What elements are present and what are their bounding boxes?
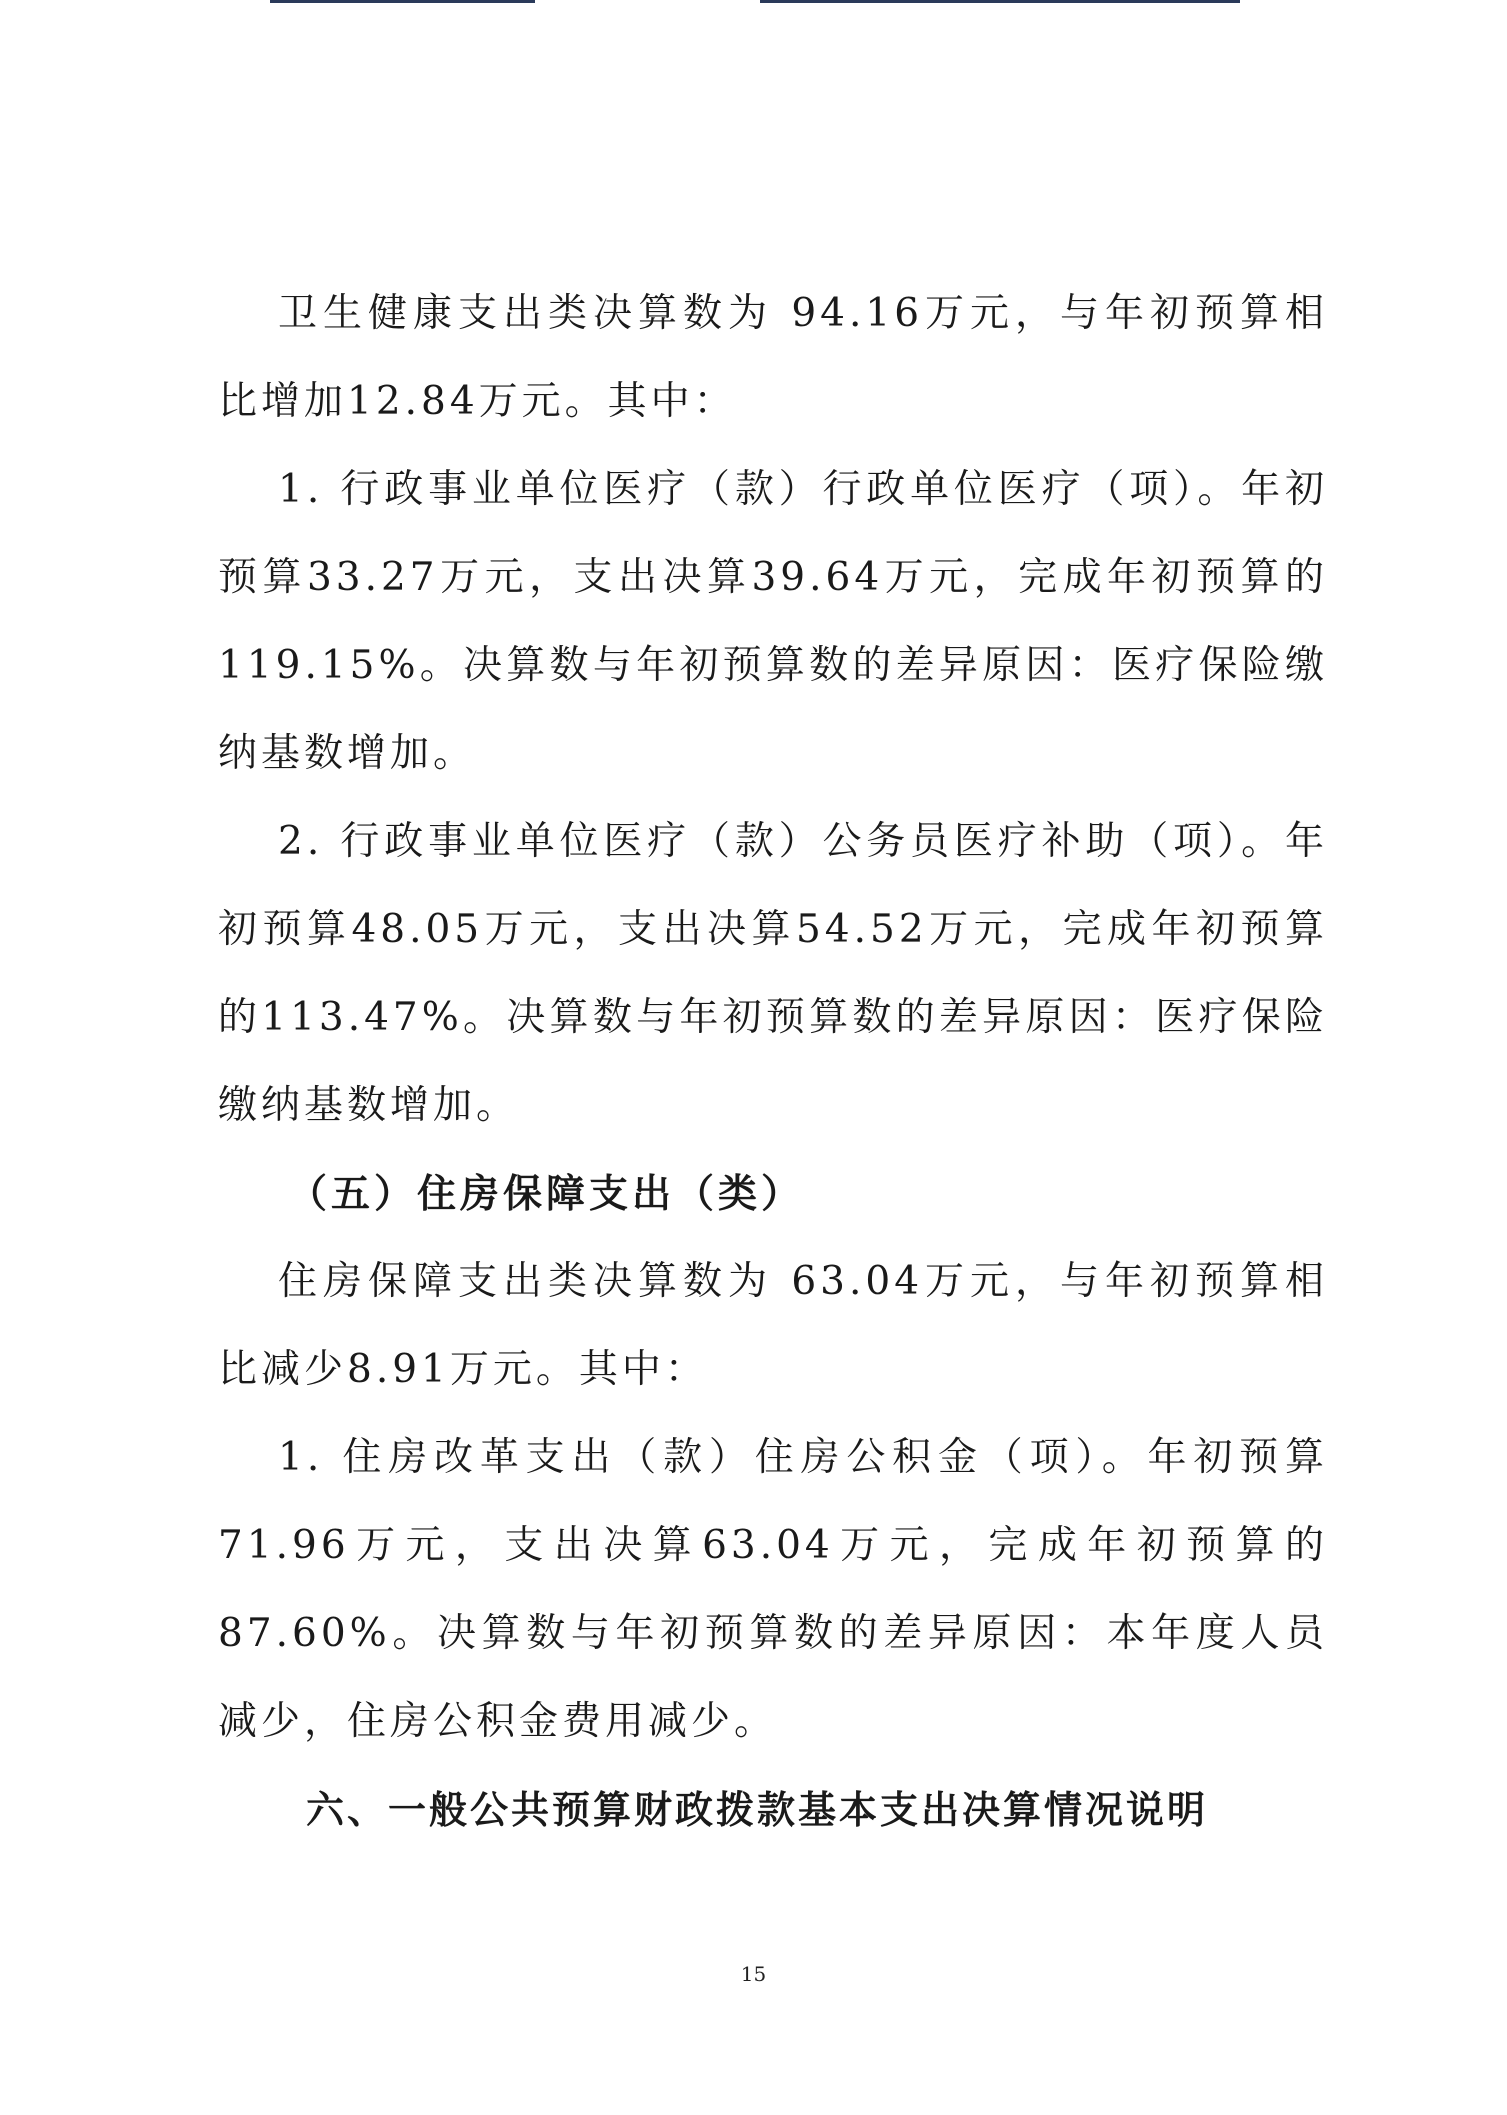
- page-number: 15: [740, 1962, 767, 1986]
- health-item-1-paragraph: 1. 行政事业单位医疗（款）行政单位医疗（项）。年初预算33.27万元，支出决算39.64万元，完成年初预算的119.15%。决算数与年初预算数的差异原因：医疗保险缴纳基数增加。: [218, 467, 1328, 776]
- health-summary-paragraph: 卫生健康支出类决算数为 94.16万元，与年初预算相比增加12.84万元。其中：: [218, 291, 1328, 424]
- section-six-heading: 六、一般公共预算财政拨款基本支出决算情况说明: [306, 1788, 1209, 1832]
- health-item-2-paragraph: 2. 行政事业单位医疗（款）公务员医疗补助（项）。年初预算48.05万元，支出决算54.52万元，完成年初预算的113.47%。决算数与年初预算数的差异原因：医疗保险缴纳基数增加。: [218, 819, 1328, 1128]
- housing-item-1-paragraph: 1. 住房改革支出（款）住房公积金（项）。年初预算71.96万元，支出决算63.04万元，完成年初预算的87.60%。决算数与年初预算数的差异原因：本年度人员减少，住房公积金费用减少。: [218, 1435, 1328, 1744]
- scan-edge-right: [760, 0, 1240, 3]
- scan-edge-left: [270, 0, 535, 3]
- housing-summary-paragraph: 住房保障支出类决算数为 63.04万元，与年初预算相比减少8.91万元。其中：: [218, 1259, 1328, 1392]
- document-body: [218, 270, 1328, 1854]
- housing-section-heading: （五）住房保障支出（类）: [288, 1171, 805, 1217]
